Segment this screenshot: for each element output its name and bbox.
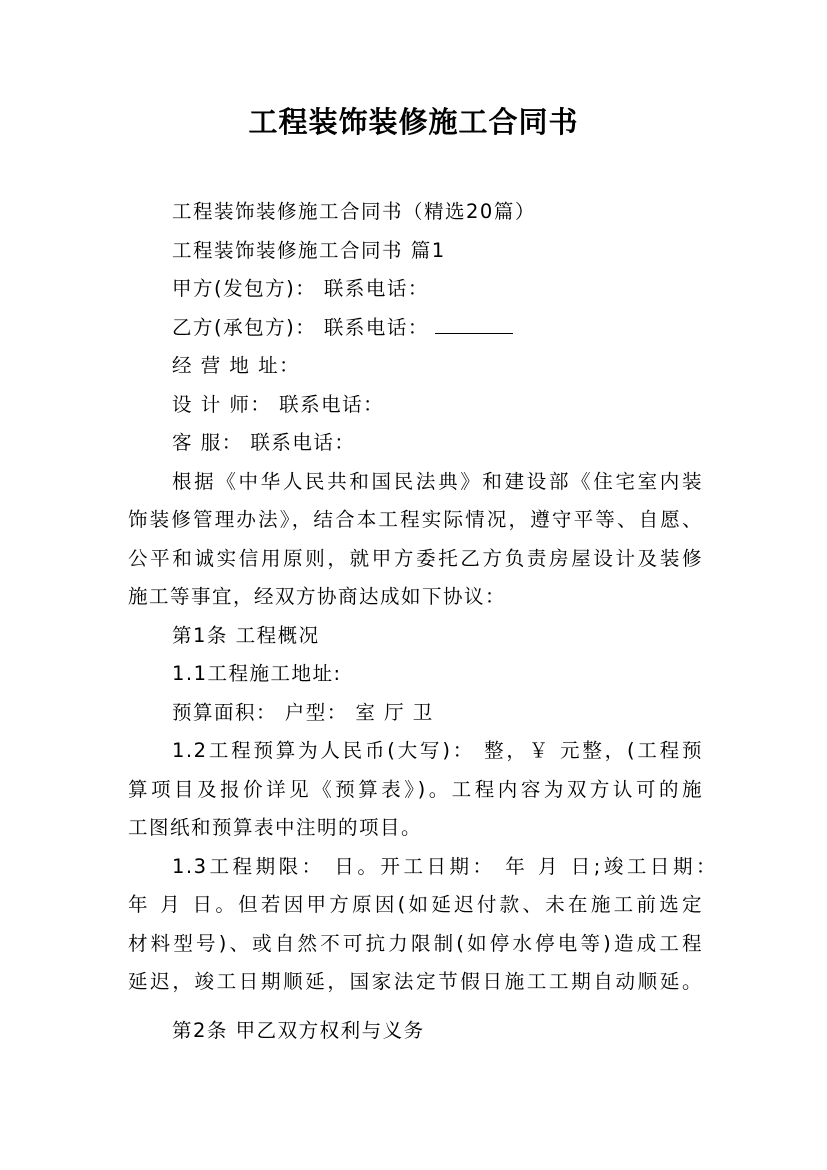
paragraph-line: 饰装修管理办法》，结合本工程实际情况，遵守平等、自愿、: [128, 508, 703, 531]
clause-line: 工图纸和预算表中注明的项目。: [128, 816, 423, 839]
party-a-line: 甲方(发包方)： 联系电话：: [172, 277, 429, 300]
clause-line: 1.1工程施工地址:: [172, 662, 342, 685]
clause-line: 年 月 日。但若因甲方原因(如延迟付款、未在施工前选定: [128, 893, 703, 916]
clause-line: 延迟，竣工日期顺延，国家法定节假日施工工期自动顺延。: [128, 970, 703, 993]
designer-line: 设 计 师： 联系电话：: [172, 393, 385, 416]
paragraph-line: 公平和诚实信用原则，就甲方委托乙方负责房屋设计及装修: [128, 547, 703, 570]
clause-line: 预算面积： 户型： 室 厅 卫: [172, 701, 434, 724]
customer-service-line: 客 服： 联系电话：: [172, 431, 356, 454]
paragraph-line: 施工等事宜，经双方协商达成如下协议：: [128, 585, 507, 608]
clause-line: 算项目及报价详见《预算表》)。工程内容为双方认可的施: [128, 778, 703, 801]
party-b-text: 乙方(承包方)： 联系电话：: [172, 316, 429, 339]
business-address-line: 经 营 地 址：: [172, 354, 301, 377]
phone-blank-underline: [435, 317, 513, 334]
article-heading: 第2条 甲乙双方权利与义务: [172, 1019, 425, 1042]
clause-line: 材料型号)、或自然不可抗力限制(如停水停电等)造成工程: [128, 932, 703, 955]
document-title: 工程装饰装修施工合同书: [248, 105, 579, 139]
article-heading: 第1条 工程概况: [172, 624, 320, 647]
subtitle-line: 工程装饰装修施工合同书（精选20篇）: [172, 200, 536, 223]
section-heading: 工程装饰装修施工合同书 篇1: [172, 239, 446, 262]
clause-line: 1.3工程期限： 日。开工日期： 年 月 日;竣工日期：: [172, 855, 717, 878]
clause-line: 1.2工程预算为人民币(大写)： 整，￥ 元整，(工程预: [172, 739, 703, 762]
party-b-line: [172, 309, 513, 347]
paragraph-line: 根据《中华人民共和国民法典》和建设部《住宅室内装: [172, 470, 703, 493]
